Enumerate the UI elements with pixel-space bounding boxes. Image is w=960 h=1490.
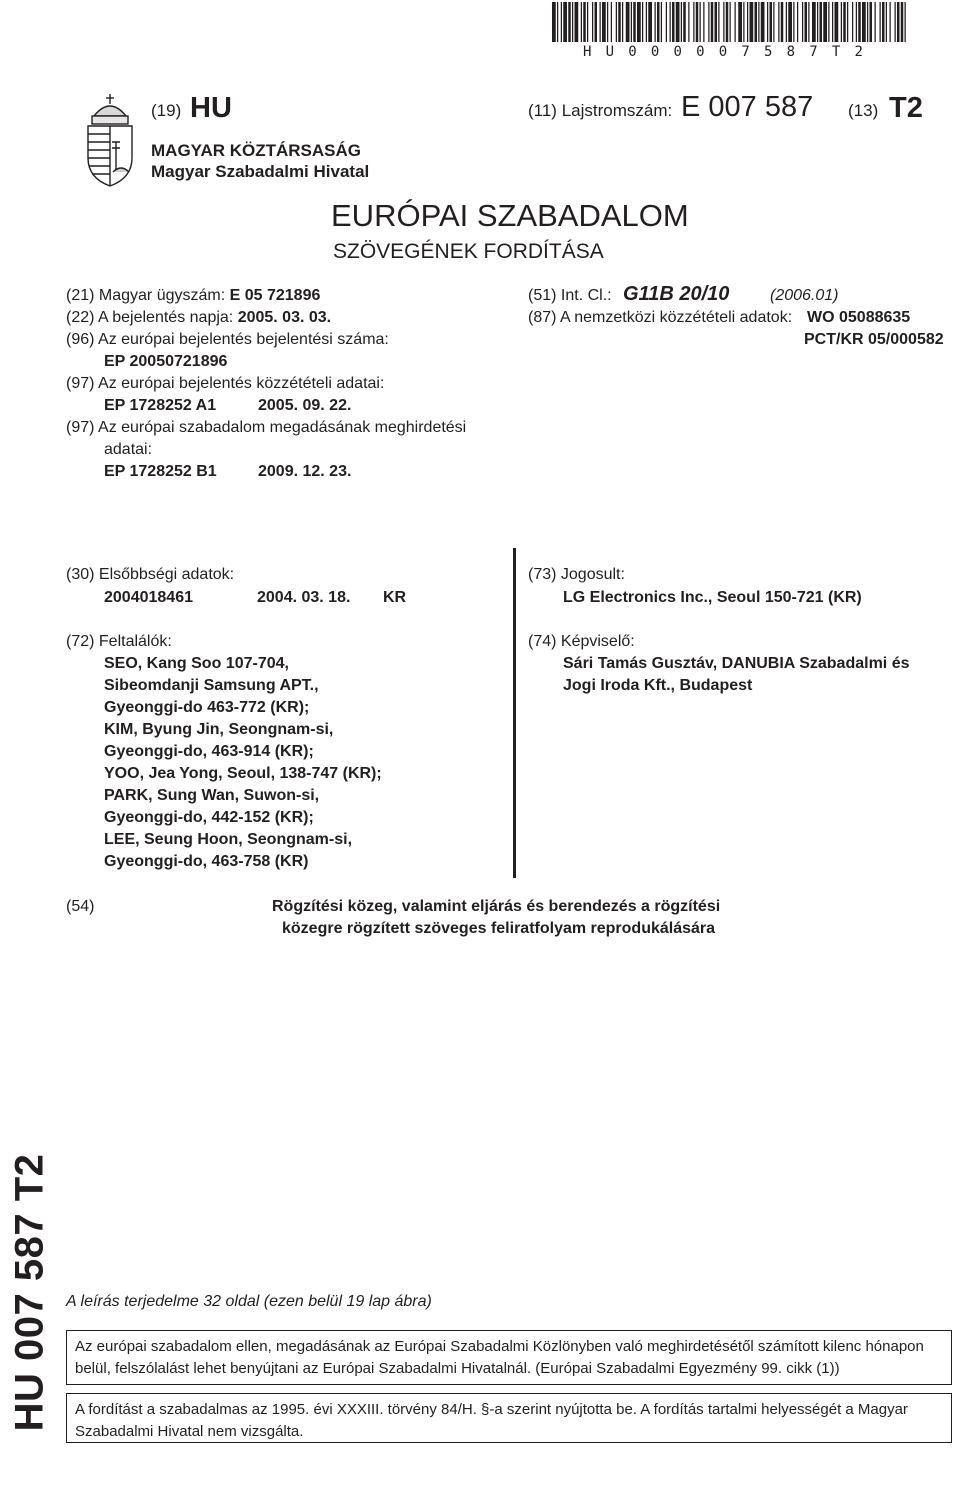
- field-21-label: (21) Magyar ügyszám:: [66, 287, 226, 304]
- field-22-value: 2005. 03. 03.: [237, 309, 332, 326]
- barcode-bar: [875, 2, 876, 42]
- field-51-year: (2006.01): [770, 287, 839, 304]
- barcode-bar: [805, 2, 808, 42]
- barcode-bar: [683, 2, 686, 42]
- barcode-bar: [637, 2, 641, 42]
- field-96-label: (96) Az európai bejelentés bejelentési száma:: [66, 331, 389, 348]
- inventor-line: YOO, Jea Yong, Seoul, 138-747 (KR);: [104, 765, 382, 782]
- side-publication-number: HU 007 587 T2: [7, 1153, 52, 1432]
- agent-line-1: Sári Tamás Gusztáv, DANUBIA Szabadalmi és: [563, 655, 910, 672]
- barcode-bar: [820, 2, 823, 42]
- barcode-bar: [738, 2, 742, 42]
- invention-title-line-1: Rögzítési közeg, valamint eljárás és berendezés a rögzítési: [272, 898, 721, 915]
- barcode-bar: [572, 2, 573, 42]
- barcode-bar: [886, 2, 887, 42]
- barcode-bar: [895, 2, 896, 42]
- agent-line-2: Jogi Iroda Kft., Budapest: [563, 677, 753, 694]
- field-51-label: (51) Int. Cl.:: [528, 287, 612, 304]
- barcode-bar: [602, 2, 606, 42]
- field-54-label: (54): [66, 898, 95, 915]
- kind-code: T2: [889, 92, 923, 124]
- field-22-label: (22) A bejelentés napja:: [66, 309, 234, 326]
- field-22: [66, 309, 331, 327]
- barcode-bar: [761, 2, 765, 42]
- barcode-bar: [655, 2, 656, 42]
- barcode-bar: [557, 2, 558, 42]
- barcode-bar: [616, 2, 617, 42]
- barcode-bar: [832, 2, 833, 42]
- registration-number: E 007 587: [681, 91, 814, 123]
- field-97a-label: (97) Az európai bejelentés közzétételi adatai:: [66, 375, 385, 392]
- barcode-bar: [882, 2, 885, 42]
- barcode-bar: [681, 2, 682, 42]
- barcode-bar: [633, 2, 636, 42]
- opposition-notice: Az európai szabadalom ellen, megadásának az Európai Szabadalmi Közlönyben való meghirdetésétől számított kilenc hónapon belül, felszólalást lehet benyújtani az Európai Szabadalmi Hivatalnál. (Európai Szabadalmi Egyezmény 99. cikk (1)): [66, 1330, 952, 1385]
- barcode-bar: [901, 2, 904, 42]
- barcode-bar: [552, 2, 556, 42]
- barcode-bar: [581, 2, 582, 42]
- authority-office: Magyar Szabadalmi Hivatal: [151, 162, 370, 181]
- barcode-bar: [852, 2, 853, 42]
- barcode-bar: [672, 2, 675, 42]
- field-87-value: WO 05088635: [807, 309, 911, 326]
- barcode-bar: [758, 2, 759, 42]
- inventor-line: Gyeonggi-do, 463-914 (KR);: [104, 743, 314, 760]
- barcode-bar: [575, 2, 579, 42]
- barcode-bar: [696, 2, 699, 42]
- inventor-line: LEE, Seung Hoon, Seongnam-si,: [104, 831, 353, 848]
- column-divider: [513, 548, 516, 878]
- barcode-bar: [700, 2, 701, 42]
- barcode-bar: [626, 2, 630, 42]
- barcode-bar: [788, 2, 792, 42]
- field-97a-number: EP 1728252 A1: [104, 397, 217, 414]
- field-72-label: (72) Feltalálók:: [66, 633, 172, 650]
- barcode-bar: [587, 2, 588, 42]
- inventor-line: Gyeonggi-do, 463-758 (KR): [104, 853, 309, 870]
- barcode-bar: [622, 2, 623, 42]
- field-74-label: (74) Képviselő:: [528, 633, 635, 650]
- owner-value: LG Electronics Inc., Seoul 150-721 (KR): [563, 589, 862, 606]
- barcode-bar: [897, 2, 900, 42]
- barcode-bar: [841, 2, 842, 42]
- field-73-label: (73) Jogosult:: [528, 566, 625, 583]
- barcode-bar: [642, 2, 643, 42]
- inventor-line: PARK, Sung Wan, Suwon-si,: [104, 787, 320, 804]
- kind-code-label: (13): [848, 101, 879, 120]
- barcode-bar: [812, 2, 816, 42]
- barcode-bar: [583, 2, 586, 42]
- barcode-bar: [718, 2, 719, 42]
- field-87-label: (87) A nemzetközi közzétételi adatok:: [528, 309, 793, 326]
- description-extent: A leírás terjedelme 32 oldal (ezen belül 19 lap ábra): [66, 1293, 432, 1310]
- barcode-bar: [676, 2, 680, 42]
- barcode-bar: [730, 2, 731, 42]
- inventor-line: Sibeomdanji Samsung APT.,: [104, 677, 319, 694]
- barcode-bar: [693, 2, 694, 42]
- barcode-bar: [561, 2, 562, 42]
- barcode-text: HU000007587T2: [583, 44, 878, 60]
- barcode-bar: [862, 2, 866, 42]
- field-97b-number: EP 1728252 B1: [104, 463, 217, 480]
- barcode-bar: [786, 2, 787, 42]
- priority-date: 2004. 03. 18.: [257, 589, 351, 606]
- barcode-bar: [607, 2, 608, 42]
- barcode-bar: [592, 2, 593, 42]
- authority-country: MAGYAR KÖZTÁRSASÁG: [151, 141, 361, 160]
- invention-title-line-2: közegre rögzített szöveges feliratfolyam reprodukálására: [282, 920, 716, 937]
- barcode-bar: [747, 2, 748, 42]
- barcode-bar: [817, 2, 818, 42]
- barcode-bar: [648, 2, 652, 42]
- barcode-bar: [618, 2, 621, 42]
- registration-label: (11) Lajstromszám:: [528, 101, 673, 120]
- field-87-value-2: PCT/KR 05/000582: [804, 331, 944, 348]
- barcode-bar: [870, 2, 873, 42]
- field-30-label: (30) Elsőbbségi adatok:: [66, 566, 235, 583]
- barcode-bar: [828, 2, 829, 42]
- barcode-bar: [723, 2, 724, 42]
- field-21-value: E 05 721896: [229, 287, 321, 304]
- field-21: [66, 287, 320, 305]
- barcode-bar: [867, 2, 868, 42]
- coat-of-arms-icon: [80, 92, 140, 188]
- barcode-bar: [646, 2, 647, 42]
- document-title: EURÓPAI SZABADALOM: [331, 198, 689, 233]
- inventor-line: SEO, Kang Soo 107-704,: [104, 655, 289, 672]
- inventor-line: Gyeonggi-do 463-772 (KR);: [104, 699, 310, 716]
- barcode-bar: [808, 2, 809, 42]
- inventor-line: KIM, Byung Jin, Seongnam-si,: [104, 721, 334, 738]
- country-code-label: (19): [151, 101, 182, 120]
- translation-notice: A fordítást a szabadalmas az 1995. évi XXXIII. törvény 84/H. §-a szerint nyújtotta be. A fordítás tartalmi helyességét a Magyar Szabadalmi Hivatal nem vizsgálta.: [66, 1393, 952, 1443]
- barcode-bar: [778, 2, 779, 42]
- barcode-bar: [595, 2, 598, 42]
- barcode-bar: [703, 2, 704, 42]
- barcode-bar: [563, 2, 567, 42]
- barcode-bar: [856, 2, 857, 42]
- field-97b-label-cont: adatai:: [104, 441, 153, 458]
- barcode-bar: [670, 2, 671, 42]
- barcode-bar: [726, 2, 729, 42]
- barcode-bar: [708, 2, 709, 42]
- barcode-bar: [767, 2, 768, 42]
- field-96-value: EP 20050721896: [104, 353, 228, 370]
- barcode-bar: [793, 2, 794, 42]
- barcode-bar: [657, 2, 660, 42]
- document-subtitle: SZÖVEGÉNEK FORDÍTÁSA: [333, 240, 604, 263]
- field-97b-label: (97) Az európai szabadalom megadásának meghirdetési: [66, 419, 467, 436]
- barcode-bar: [835, 2, 839, 42]
- barcode-bar: [797, 2, 798, 42]
- barcode-bar: [666, 2, 667, 42]
- barcode-bar: [611, 2, 612, 42]
- barcode-bar: [661, 2, 662, 42]
- field-97a-date: 2005. 09. 22.: [258, 397, 352, 414]
- barcode: [552, 2, 908, 42]
- barcode-bar: [843, 2, 846, 42]
- country-code: HU: [190, 92, 232, 124]
- barcode-bar: [773, 2, 774, 42]
- barcode-bar: [743, 2, 744, 42]
- barcode-bar: [823, 2, 827, 42]
- barcode-bar: [568, 2, 571, 42]
- barcode-bar: [802, 2, 803, 42]
- barcode-bar: [688, 2, 689, 42]
- barcode-bar: [750, 2, 754, 42]
- inventor-line: Gyeonggi-do, 442-152 (KR);: [104, 809, 314, 826]
- barcode-bar: [715, 2, 718, 42]
- barcode-bar: [600, 2, 601, 42]
- field-51-value: G11B 20/10: [623, 283, 730, 305]
- barcode-bar: [631, 2, 632, 42]
- barcode-bar: [880, 2, 881, 42]
- barcode-bar: [858, 2, 861, 42]
- barcode-bar: [770, 2, 773, 42]
- priority-country: KR: [383, 589, 407, 606]
- barcode-bar: [847, 2, 848, 42]
- barcode-bar: [755, 2, 758, 42]
- priority-number: 2004018461: [104, 589, 193, 606]
- barcode-bar: [781, 2, 784, 42]
- barcode-bar: [735, 2, 736, 42]
- barcode-bar: [711, 2, 714, 42]
- barcode-bar: [890, 2, 891, 42]
- barcode-bar: [905, 2, 906, 42]
- field-97b-date: 2009. 12. 23.: [258, 463, 352, 480]
